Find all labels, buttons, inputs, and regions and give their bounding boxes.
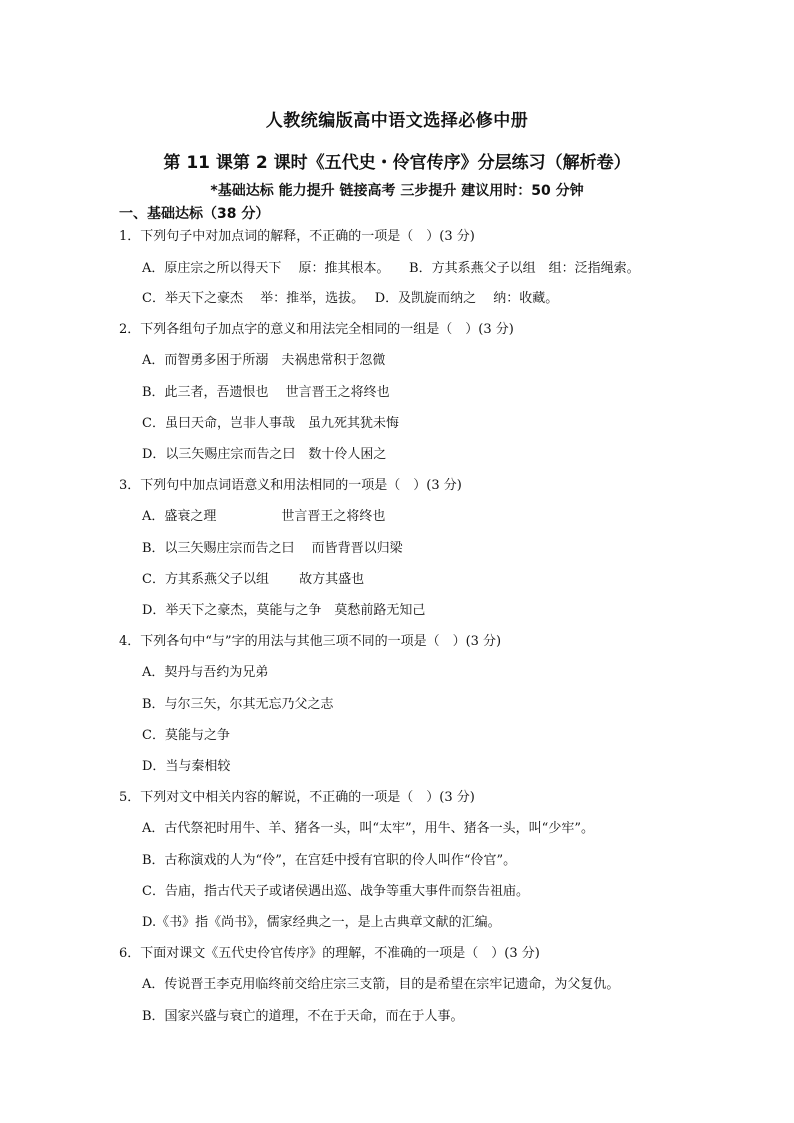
question-option: C．方其系燕父子以组 故方其盛也 (142, 572, 365, 587)
question-option: A．古代祭祀时用牛、羊、猪各一头，叫“太牢”，用牛、猪各一头，叫“少牢”。 (142, 821, 594, 836)
question-stem: 2．下列各组句子加点字的意义和用法完全相同的一组是（ ）(3 分) (119, 322, 514, 337)
question-option: C．莫能与之争 (142, 728, 230, 743)
study-tagline: *基础达标 能力提升 链接高考 三步提升 建议用时：50 分钟 (210, 183, 584, 199)
question-option: B．国家兴盛与衰亡的道理，不在于天命，而在于人事。 (142, 1009, 464, 1024)
question-stem: 6．下面对课文《五代史伶官传序》的理解，不准确的一项是（ ）(3 分) (119, 946, 540, 961)
question-stem: 3．下列句中加点词语意义和用法相同的一项是（ ）(3 分) (119, 478, 462, 493)
question-option: D．以三矢赐庄宗而告之曰 数十伶人困之 (142, 447, 387, 462)
question-option: D．举天下之豪杰，莫能与之争 莫愁前路无知己 (142, 603, 426, 618)
question-option: C．举天下之豪杰 举：推举，选拔。 D．及凯旋而纳之 纳：收藏。 (142, 291, 559, 306)
document-title: 人教统编版高中语文选择必修中册 (265, 111, 529, 131)
question-option: A．原庄宗之所以得天下 原：推其根本。 B．方其系燕父子以组 组：泛指绳索。 (142, 261, 640, 276)
question-option: A．而智勇多困于所溺 夫祸患常积于忽微 (142, 353, 386, 368)
question-option: B．此三者，吾遗恨也 世言晋王之将终也 (142, 385, 390, 400)
question-stem: 4．下列各句中“与”字的用法与其他三项不同的一项是（ ）(3 分) (119, 634, 502, 649)
question-option: D．当与秦相较 (142, 759, 231, 774)
question-option: B．与尔三矢，尔其无忘乃父之志 (142, 697, 334, 712)
question-option: A．盛衰之理 世言晋王之将终也 (142, 509, 386, 524)
question-option: C．告庙，指古代天子或诸侯遇出巡、战争等重大事件而祭告祖庙。 (142, 884, 529, 899)
section-heading: 一、基础达标（38 分） (119, 206, 270, 222)
question-option: B．古称演戏的人为“伶”，在宫廷中授有官职的伶人叫作“伶官”。 (142, 853, 517, 868)
question-option: A．传说晋王李克用临终前交给庄宗三支箭，目的是希望在宗牢记遗命，为父复仇。 (142, 977, 620, 992)
question-option: C．虽曰天命，岂非人事哉 虽九死其犹未悔 (142, 416, 399, 431)
question-stem: 5．下列对文中相关内容的解说，不正确的一项是（ ）(3 分) (119, 790, 475, 805)
question-stem: 1．下列句子中对加点词的解释，不正确的一项是（ ）(3 分) (119, 229, 475, 244)
question-option: D.《书》指《尚书》，儒家经典之一，是上古典章文献的汇编。 (142, 915, 501, 930)
lesson-subtitle: 第 11 课第 2 课时《五代史・伶官传序》分层练习（解析卷） (163, 153, 631, 173)
question-option: A．契丹与吾约为兄弟 (142, 665, 269, 680)
question-option: B．以三矢赐庄宗而告之曰 而皆背晋以归梁 (142, 541, 403, 556)
